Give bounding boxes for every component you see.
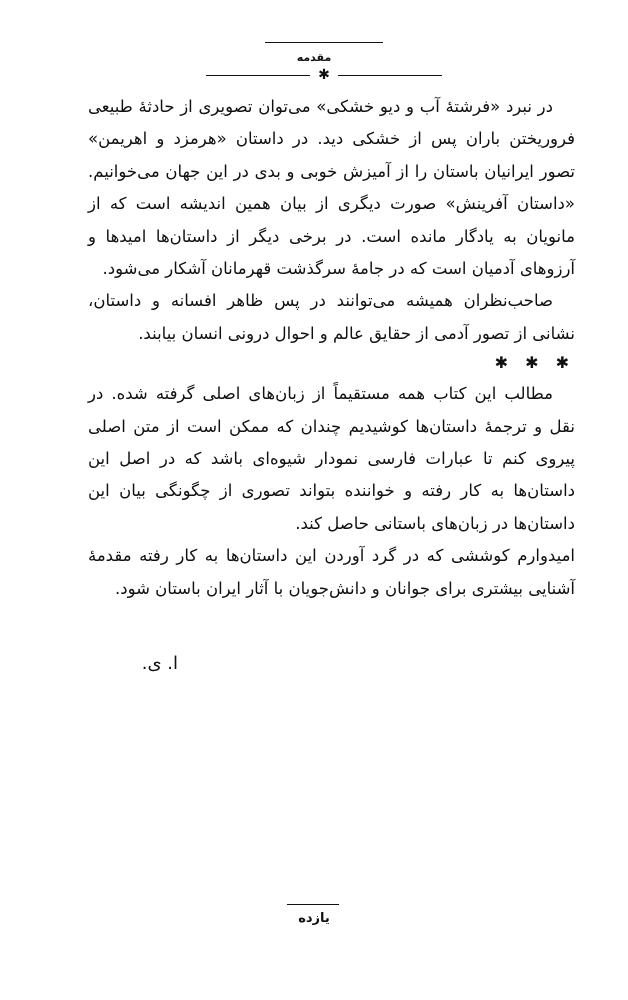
page-number: یازده — [298, 911, 330, 926]
author-initials: ا. ی. — [141, 653, 178, 674]
paragraph-4: امیدوارم کوششی که در گرد آوردن این داستان‌ها به کار رفته مقدمۀ آشنایی بیشتری برای جوانان و دانش‌جویان با آثار ایران باستان شود. — [88, 546, 575, 598]
body-text — [88, 91, 575, 605]
ornament-rule-right — [338, 75, 442, 76]
page-header — [0, 38, 628, 88]
paragraph-3: مطالب این کتاب همه مستقیماً از زبان‌های اصلی گرفته شده. در نقل و ترجمۀ داستان‌ها کوشیدیم چندان که ممکن است از متن اصلی پیروی کنم تا عبارات فارسی نمودار شیوه‌ای باشد که در اصل این داستان‌ها به کار رفته و خواننده بتواند تصوری از چگونگی بیان این داستان‌ها در زبان‌های باستانی حاصل کند. — [88, 384, 575, 533]
header-ornament — [206, 68, 442, 82]
paragraph-1: در نبرد «فرشتۀ آب و دیو خشکی» می‌توان تصویری از حادثۀ طبیعی فروریختن باران پس از خشکی دید. در داستان «هرمزد و اهریمن» تصور ایرانیان باستان را از آمیزش خوبی و بدی در این جهان می‌خوانیم. «داستان آفرینش» صورت دیگری از بیان همین اندیشه است که از مانویان به یادگار مانده است. در برخی دیگر از داستان‌ها امیدها و آرزوهای آدمیان است که در جامۀ سرگذشت قهرمانان آشکار می‌شود. — [88, 97, 575, 279]
header-rule — [265, 42, 383, 43]
paragraph-2: صاحب‌نظران همیشه می‌توانند در پس ظاهر افسانه و داستان، نشانی از تصور آدمی از حقایق عالم و احوال درونی انسان بیابند. — [88, 291, 575, 343]
footer-rule — [287, 904, 339, 905]
section-separator: ✱ ✱ ✱ — [494, 353, 575, 373]
ornament-rule-left — [206, 75, 310, 76]
running-head-title: مقدمه — [296, 51, 332, 64]
asterisk-ornament-icon: ✱ — [318, 67, 330, 83]
